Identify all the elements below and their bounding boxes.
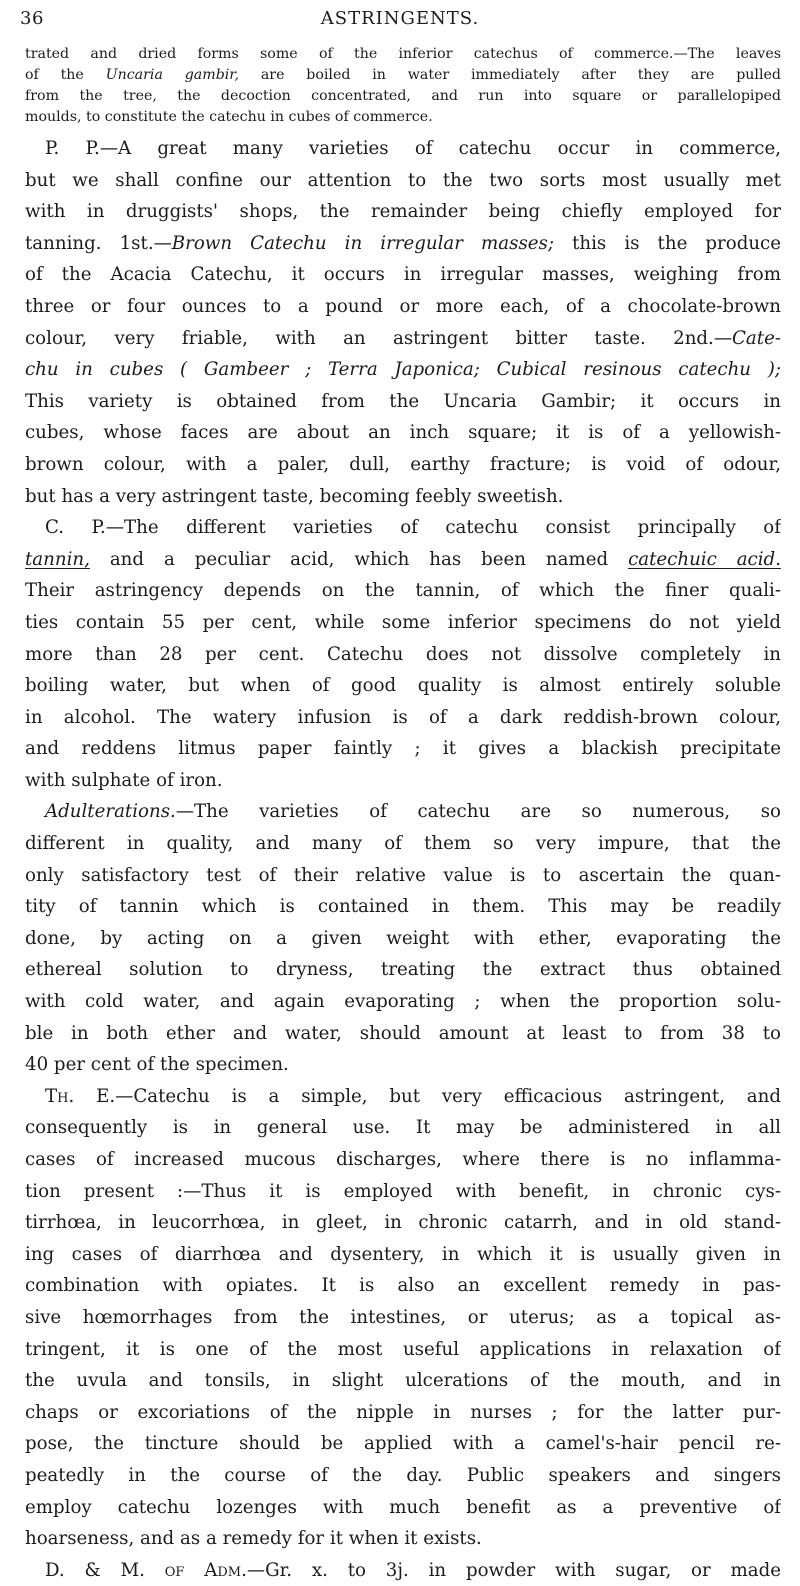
paragraph-adulterations (25, 796, 781, 1080)
small-line: of the Uncaria gambir, are boiled in water immediately after they are pulled (25, 67, 781, 83)
text-line: Adulterations.—The varieties of catechu are so numerous, so (45, 801, 781, 823)
italic-term: Brown Catechu in irregular masses; (171, 232, 555, 254)
text-line: ethereal solution to dryness, treating the extract thus obtained (25, 959, 781, 981)
page-number: 36 (20, 8, 44, 29)
section-label: D. & M. of Adm. (45, 1559, 247, 1581)
text-line: more than 28 per cent. Catechu does not dissolve completely in (25, 643, 781, 665)
italic-term: Cate- (732, 327, 781, 349)
text-line: in alcohol. The watery infusion is of a dark reddish-brown colour, (25, 706, 781, 728)
text-line: of the Acacia Catechu, it occurs in irregular masses, weighing from (25, 264, 781, 286)
text-line: tanning. 1st.—Brown Catechu in irregular masses; this is the produce (25, 232, 781, 254)
main-text (25, 133, 781, 1586)
text-line: tity of tannin which is contained in them. This may be readily (25, 896, 781, 918)
text-line: three or four ounces to a pound or more each, of a chocolate-brown (25, 295, 781, 317)
text-line (25, 354, 781, 386)
text-line: consequently is in general use. It may be administered in all (25, 1117, 781, 1139)
text-line: cases of increased mucous discharges, where there is no inflamma- (25, 1149, 781, 1170)
text-line: cubes, whose faces are about an inch square; it is of a yellowish- (25, 422, 781, 444)
paragraph-chemical-properties (25, 512, 781, 796)
text-line: tion present :—Thus it is employed with benefit, in chronic cys- (25, 1180, 781, 1202)
text-line: tringent, it is one of the most useful applications in relaxation of (25, 1338, 781, 1360)
text-line: done, by acting on a given weight with ether, evaporating the (25, 927, 781, 949)
text-line: with cold water, and again evaporating ; when the proportion solu- (25, 991, 781, 1013)
text-line: boiling water, but when of good quality is almost entirely soluble (25, 675, 781, 697)
text-line: with sulphate of iron. (25, 769, 223, 791)
text-line: colour, very friable, with an astringent bitter taste. 2nd.—Cate- (25, 327, 781, 349)
text-line: Their astringency depends on the tannin, of which the finer quali- (25, 580, 781, 602)
text-line: D. & M. of Adm.—Gr. x. to 3j. in powder with sugar, or made (45, 1559, 781, 1581)
text-line: and reddens litmus paper faintly ; it gives a blackish precipitate (25, 738, 781, 760)
text-line: but has a very astringent taste, becoming feebly sweetish. (25, 485, 564, 507)
text-line: brown colour, with a paler, dull, earthy fracture; is void of odour, (25, 453, 781, 475)
text-line: ble in both ether and water, should amount at least to from 38 to (25, 1022, 781, 1044)
italic-term: tannin, (25, 548, 90, 570)
italic-term: catechuic acid. (628, 548, 781, 570)
text-line: This variety is obtained from the Uncaria Gambir; it occurs in (25, 390, 781, 412)
text-line: the uvula and tonsils, in slight ulcerations of the mouth, and in (25, 1370, 781, 1392)
section-label: Adulterations. (45, 801, 176, 823)
text-line: peatedly in the course of the day. Public speakers and singers (25, 1464, 781, 1486)
page-header (20, 4, 780, 38)
section-label: Th. E. (45, 1085, 116, 1107)
text-line: sive hœmorrhages from the intestines, or uterus; as a topical as- (25, 1306, 781, 1328)
paragraph-therapeutic-effects (25, 1081, 781, 1555)
paragraph-pharmacopoeia (25, 133, 781, 512)
text-line: chaps or excoriations of the nipple in nurses ; for the latter pur- (25, 1401, 781, 1423)
species-name: Uncaria gambir, (105, 67, 240, 83)
small-line: moulds, to constitute the catechu in cubes of commerce. (25, 109, 433, 125)
text-line: C. P.—The different varieties of catechu consist principally of (45, 517, 781, 539)
text-line: hoarseness, and as a remedy for it when it exists. (25, 1528, 482, 1550)
text-line: but we shall confine our attention to the two sorts most usually met (25, 169, 781, 191)
paragraph-dose (25, 1555, 781, 1586)
small-print-paragraph (25, 44, 781, 128)
small-line: from the tree, the decoction concentrated, and run into square or parallelopiped (25, 88, 781, 104)
text-line: ing cases of diarrhœa and dysentery, in which it is usually given in (25, 1243, 781, 1265)
text-line: tannin, and a peculiar acid, which has been named catechuic acid. (25, 548, 781, 570)
text-line: with in druggists' shops, the remainder being chiefly employed for (25, 201, 781, 223)
text-line: 40 per cent of the specimen. (25, 1054, 289, 1076)
text-line: P. P.—A great many varieties of catechu occur in commerce, (45, 138, 781, 159)
text-line: Th. E.—Catechu is a simple, but very efficacious astringent, and (45, 1085, 781, 1107)
small-line: trated and dried forms some of the inferior catechus of commerce.—The leaves (25, 46, 781, 62)
text-line: different in quality, and many of them so very impure, that the (25, 833, 781, 855)
running-head: ASTRINGENTS. (320, 8, 480, 29)
text-line: only satisfactory test of their relative value is to ascertain the quan- (25, 864, 781, 886)
text-line: employ catechu lozenges with much benefit as a preventive of (25, 1496, 781, 1518)
italic-term: chu in cubes ( Gambeer ; Terra Japonica; Cubical resinous catechu ); (25, 359, 781, 381)
text-line: ties contain 55 per cent, while some inferior specimens do not yield (25, 611, 781, 633)
text-line: tirrhœa, in leucorrhœa, in gleet, in chronic catarrh, and in old stand- (25, 1212, 781, 1234)
text-line: combination with opiates. It is also an excellent remedy in pas- (25, 1275, 781, 1297)
text-line: pose, the tincture should be applied with a camel's-hair pencil re- (25, 1433, 781, 1455)
